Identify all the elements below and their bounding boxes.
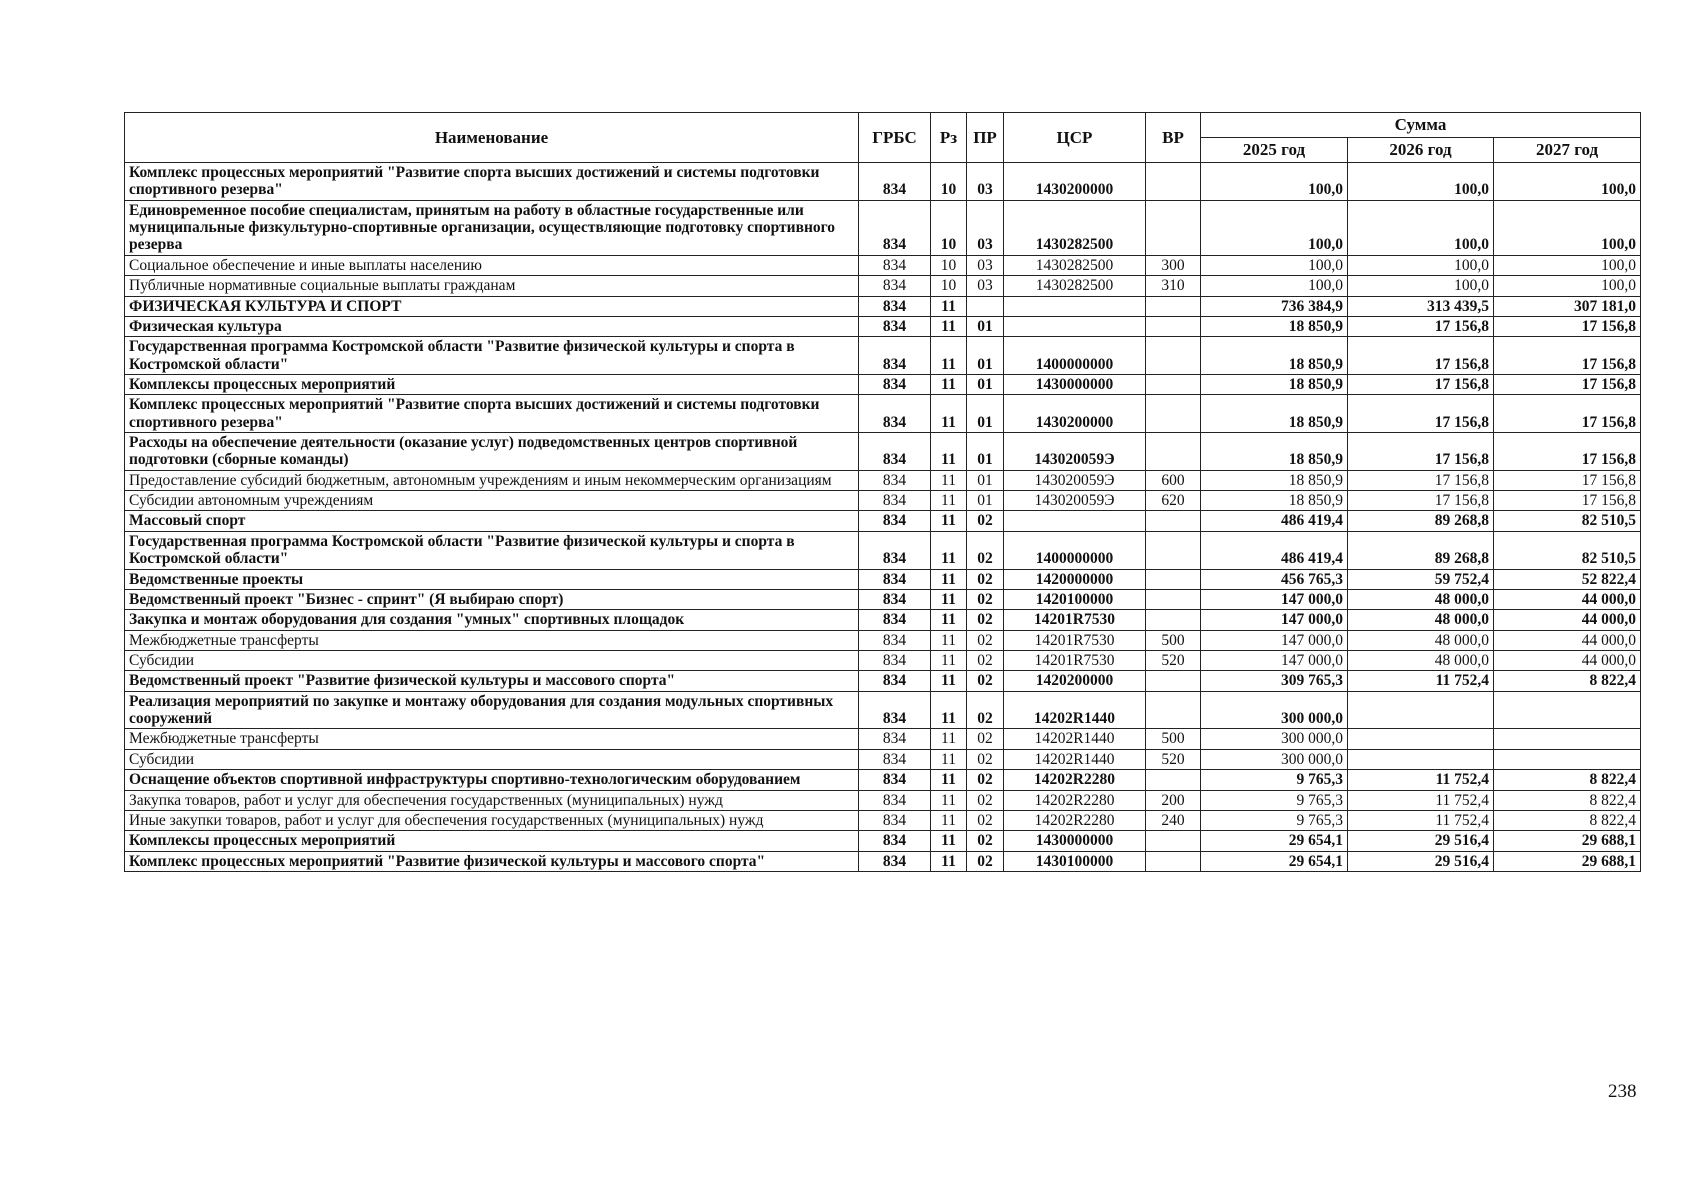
row-amount-2027: 307 181,0: [1494, 296, 1641, 316]
header-year-2027: 2027 год: [1494, 138, 1641, 163]
row-amount-2026: 11 752,4: [1348, 671, 1494, 691]
row-vr: [1146, 337, 1201, 375]
row-name: Единовременное пособие специалистам, принятым на работу в областные государственные или муниципальные физкультурно-спортивные организации, осуществляющие подготовку спортивного резерва: [125, 200, 859, 255]
row-grbs: 834: [859, 630, 931, 650]
row-amount-2026: 17 156,8: [1348, 316, 1494, 336]
row-amount-2027: 82 510,5: [1494, 511, 1641, 531]
row-rz: 10: [931, 200, 967, 255]
row-grbs: 834: [859, 569, 931, 589]
table-row: [125, 831, 1641, 851]
row-name: Ведомственный проект "Развитие физической культуры и массового спорта": [125, 671, 859, 691]
row-amount-2026: 48 000,0: [1348, 650, 1494, 670]
row-vr: 620: [1146, 491, 1201, 511]
row-amount-2027: 29 688,1: [1494, 851, 1641, 871]
row-amount-2026: 100,0: [1348, 163, 1494, 201]
row-csr: 143020059Э: [1004, 433, 1146, 471]
row-csr: 14202R2280: [1004, 810, 1146, 830]
row-amount-2025: 9 765,3: [1201, 790, 1348, 810]
row-grbs: 834: [859, 276, 931, 296]
row-pr: 02: [967, 790, 1004, 810]
row-name: Субсидии: [125, 650, 859, 670]
row-amount-2027: 44 000,0: [1494, 630, 1641, 650]
row-name: Социальное обеспечение и иные выплаты населению: [125, 255, 859, 275]
table-row: [125, 650, 1641, 670]
row-vr: 200: [1146, 790, 1201, 810]
row-vr: [1146, 163, 1201, 201]
row-amount-2025: 736 384,9: [1201, 296, 1348, 316]
row-amount-2027: 100,0: [1494, 200, 1641, 255]
row-csr: [1004, 296, 1146, 316]
table-row: [125, 296, 1641, 316]
row-pr: 02: [967, 810, 1004, 830]
table-row: [125, 610, 1641, 630]
row-pr: 02: [967, 671, 1004, 691]
row-pr: 03: [967, 255, 1004, 275]
row-vr: [1146, 691, 1201, 729]
row-pr: 02: [967, 569, 1004, 589]
table-row: [125, 569, 1641, 589]
row-grbs: 834: [859, 770, 931, 790]
row-pr: 02: [967, 691, 1004, 729]
row-pr: 02: [967, 770, 1004, 790]
row-pr: 03: [967, 200, 1004, 255]
row-amount-2026: 11 752,4: [1348, 810, 1494, 830]
row-csr: 1430100000: [1004, 851, 1146, 871]
row-amount-2026: [1348, 749, 1494, 769]
row-amount-2026: 11 752,4: [1348, 790, 1494, 810]
row-amount-2026: 17 156,8: [1348, 337, 1494, 375]
row-amount-2025: 486 419,4: [1201, 531, 1348, 569]
row-amount-2027: 17 156,8: [1494, 374, 1641, 394]
row-grbs: 834: [859, 433, 931, 471]
row-amount-2025: 147 000,0: [1201, 610, 1348, 630]
row-name: Расходы на обеспечение деятельности (оказание услуг) подведомственных центров спортивной подготовки (сборные команды): [125, 433, 859, 471]
header-name: Наименование: [125, 113, 859, 163]
row-amount-2027: 44 000,0: [1494, 589, 1641, 609]
row-rz: 10: [931, 163, 967, 201]
row-pr: 01: [967, 337, 1004, 375]
row-grbs: 834: [859, 810, 931, 830]
row-amount-2025: 18 850,9: [1201, 316, 1348, 336]
row-vr: [1146, 770, 1201, 790]
row-pr: 02: [967, 851, 1004, 871]
row-amount-2026: 313 439,5: [1348, 296, 1494, 316]
row-pr: 02: [967, 729, 1004, 749]
row-grbs: 834: [859, 296, 931, 316]
row-amount-2026: 17 156,8: [1348, 470, 1494, 490]
header-grbs: ГРБС: [859, 113, 931, 163]
row-csr: [1004, 511, 1146, 531]
row-grbs: 834: [859, 511, 931, 531]
row-name: Ведомственный проект "Бизнес - спринт" (Я выбираю спорт): [125, 589, 859, 609]
row-name: Субсидии автономным учреждениям: [125, 491, 859, 511]
row-amount-2025: 18 850,9: [1201, 433, 1348, 471]
table-row: [125, 337, 1641, 375]
row-amount-2027: 8 822,4: [1494, 810, 1641, 830]
row-vr: [1146, 851, 1201, 871]
row-grbs: 834: [859, 316, 931, 336]
row-name: Межбюджетные трансферты: [125, 630, 859, 650]
row-amount-2026: 17 156,8: [1348, 433, 1494, 471]
row-rz: 11: [931, 569, 967, 589]
row-csr: 14202R1440: [1004, 729, 1146, 749]
row-name: Предоставление субсидий бюджетным, автономным учреждениям и иным некоммерческим организациям: [125, 470, 859, 490]
row-vr: 520: [1146, 749, 1201, 769]
row-vr: [1146, 589, 1201, 609]
row-amount-2026: 17 156,8: [1348, 374, 1494, 394]
row-pr: 02: [967, 650, 1004, 670]
row-pr: 02: [967, 610, 1004, 630]
table-row: [125, 630, 1641, 650]
row-grbs: 834: [859, 831, 931, 851]
table-row: [125, 511, 1641, 531]
row-grbs: 834: [859, 589, 931, 609]
row-grbs: 834: [859, 650, 931, 670]
table-row: [125, 433, 1641, 471]
row-amount-2025: 29 654,1: [1201, 851, 1348, 871]
header-year-2025: 2025 год: [1201, 138, 1348, 163]
row-pr: 02: [967, 531, 1004, 569]
row-csr: 14201R7530: [1004, 630, 1146, 650]
row-amount-2025: 100,0: [1201, 200, 1348, 255]
row-name: Реализация мероприятий по закупке и монтажу оборудования для создания модульных спортивных сооружений: [125, 691, 859, 729]
row-vr: [1146, 569, 1201, 589]
row-amount-2027: 44 000,0: [1494, 610, 1641, 630]
row-csr: 1430000000: [1004, 374, 1146, 394]
row-grbs: 834: [859, 790, 931, 810]
table-row: [125, 790, 1641, 810]
row-name: Физическая культура: [125, 316, 859, 336]
row-amount-2027: 17 156,8: [1494, 395, 1641, 433]
row-amount-2027: 8 822,4: [1494, 770, 1641, 790]
row-pr: 02: [967, 589, 1004, 609]
row-amount-2027: 100,0: [1494, 163, 1641, 201]
row-grbs: 834: [859, 531, 931, 569]
page-number: 238: [1608, 1081, 1637, 1102]
row-pr: [967, 296, 1004, 316]
row-amount-2025: 18 850,9: [1201, 470, 1348, 490]
header-year-2026: 2026 год: [1348, 138, 1494, 163]
row-name: Публичные нормативные социальные выплаты гражданам: [125, 276, 859, 296]
row-amount-2025: 100,0: [1201, 255, 1348, 275]
row-rz: 11: [931, 589, 967, 609]
row-csr: 1420000000: [1004, 569, 1146, 589]
row-vr: [1146, 831, 1201, 851]
row-grbs: 834: [859, 395, 931, 433]
row-amount-2027: [1494, 729, 1641, 749]
row-amount-2025: 486 419,4: [1201, 511, 1348, 531]
row-amount-2026: 89 268,8: [1348, 511, 1494, 531]
row-csr: 1430000000: [1004, 831, 1146, 851]
row-amount-2027: 29 688,1: [1494, 831, 1641, 851]
row-name: ФИЗИЧЕСКАЯ КУЛЬТУРА И СПОРТ: [125, 296, 859, 316]
header-pr: ПР: [967, 113, 1004, 163]
row-pr: 02: [967, 630, 1004, 650]
row-rz: 11: [931, 374, 967, 394]
row-pr: 03: [967, 276, 1004, 296]
table-row: [125, 531, 1641, 569]
table-row: [125, 255, 1641, 275]
row-csr: 1430282500: [1004, 255, 1146, 275]
row-amount-2025: 300 000,0: [1201, 749, 1348, 769]
row-rz: 11: [931, 630, 967, 650]
row-vr: 300: [1146, 255, 1201, 275]
row-vr: [1146, 531, 1201, 569]
row-name: Субсидии: [125, 749, 859, 769]
row-csr: 1400000000: [1004, 531, 1146, 569]
row-vr: [1146, 374, 1201, 394]
row-amount-2025: 309 765,3: [1201, 671, 1348, 691]
row-vr: 520: [1146, 650, 1201, 670]
row-grbs: 834: [859, 851, 931, 871]
row-pr: 01: [967, 374, 1004, 394]
row-amount-2026: 48 000,0: [1348, 630, 1494, 650]
row-name: Межбюджетные трансферты: [125, 729, 859, 749]
row-vr: [1146, 296, 1201, 316]
row-rz: 11: [931, 691, 967, 729]
table-row: [125, 589, 1641, 609]
row-vr: 310: [1146, 276, 1201, 296]
row-name: Закупка товаров, работ и услуг для обеспечения государственных (муниципальных) нужд: [125, 790, 859, 810]
table-row: [125, 316, 1641, 336]
row-amount-2026: 48 000,0: [1348, 610, 1494, 630]
row-rz: 11: [931, 316, 967, 336]
row-amount-2026: 48 000,0: [1348, 589, 1494, 609]
row-name: Оснащение объектов спортивной инфраструктуры спортивно-технологическим оборудованием: [125, 770, 859, 790]
row-vr: 240: [1146, 810, 1201, 830]
row-grbs: 834: [859, 337, 931, 375]
row-rz: 11: [931, 511, 967, 531]
row-amount-2025: 9 765,3: [1201, 770, 1348, 790]
table-row: [125, 491, 1641, 511]
row-vr: [1146, 610, 1201, 630]
row-pr: 02: [967, 511, 1004, 531]
row-amount-2025: 147 000,0: [1201, 630, 1348, 650]
row-amount-2025: 147 000,0: [1201, 650, 1348, 670]
row-amount-2027: [1494, 691, 1641, 729]
row-rz: 11: [931, 470, 967, 490]
header-row-top: [125, 113, 1641, 138]
row-amount-2025: 147 000,0: [1201, 589, 1348, 609]
row-amount-2025: 9 765,3: [1201, 810, 1348, 830]
row-name: Комплекс процессных мероприятий "Развитие спорта высших достижений и системы подготовки спортивного резерва": [125, 395, 859, 433]
row-csr: 1430200000: [1004, 163, 1146, 201]
row-csr: [1004, 316, 1146, 336]
row-amount-2027: 8 822,4: [1494, 671, 1641, 691]
table-row: [125, 374, 1641, 394]
row-amount-2025: 18 850,9: [1201, 491, 1348, 511]
table-row: [125, 276, 1641, 296]
row-name: Комплекс процессных мероприятий "Развитие физической культуры и массового спорта": [125, 851, 859, 871]
row-vr: 500: [1146, 630, 1201, 650]
row-rz: 11: [931, 433, 967, 471]
row-csr: 14202R2280: [1004, 790, 1146, 810]
row-rz: 11: [931, 729, 967, 749]
row-csr: 14202R2280: [1004, 770, 1146, 790]
row-pr: 01: [967, 395, 1004, 433]
row-vr: [1146, 200, 1201, 255]
row-rz: 11: [931, 296, 967, 316]
budget-table-body: [125, 163, 1641, 872]
row-grbs: 834: [859, 374, 931, 394]
row-name: Закупка и монтаж оборудования для создания "умных" спортивных площадок: [125, 610, 859, 630]
row-name: Комплексы процессных мероприятий: [125, 831, 859, 851]
row-rz: 10: [931, 255, 967, 275]
table-row: [125, 851, 1641, 871]
row-grbs: 834: [859, 255, 931, 275]
row-pr: 01: [967, 316, 1004, 336]
row-pr: 03: [967, 163, 1004, 201]
row-amount-2026: 59 752,4: [1348, 569, 1494, 589]
row-amount-2026: 17 156,8: [1348, 395, 1494, 433]
row-name: Комплекс процессных мероприятий "Развитие спорта высших достижений и системы подготовки спортивного резерва": [125, 163, 859, 201]
row-name: Иные закупки товаров, работ и услуг для обеспечения государственных (муниципальных) нужд: [125, 810, 859, 830]
row-amount-2026: 29 516,4: [1348, 831, 1494, 851]
row-amount-2026: 17 156,8: [1348, 491, 1494, 511]
row-amount-2026: 100,0: [1348, 276, 1494, 296]
row-amount-2025: 18 850,9: [1201, 337, 1348, 375]
row-amount-2026: [1348, 691, 1494, 729]
row-amount-2025: 456 765,3: [1201, 569, 1348, 589]
row-rz: 11: [931, 671, 967, 691]
row-amount-2026: 29 516,4: [1348, 851, 1494, 871]
header-rz: Рз: [931, 113, 967, 163]
row-vr: [1146, 395, 1201, 433]
row-rz: 11: [931, 395, 967, 433]
row-rz: 10: [931, 276, 967, 296]
row-rz: 11: [931, 491, 967, 511]
budget-sheet: [124, 112, 1641, 872]
row-grbs: 834: [859, 200, 931, 255]
row-grbs: 834: [859, 671, 931, 691]
row-csr: 1400000000: [1004, 337, 1146, 375]
budget-table: [124, 112, 1641, 872]
row-rz: 11: [931, 531, 967, 569]
row-grbs: 834: [859, 691, 931, 729]
row-amount-2025: 100,0: [1201, 276, 1348, 296]
row-csr: 1420200000: [1004, 671, 1146, 691]
table-row: [125, 671, 1641, 691]
row-csr: 1430282500: [1004, 276, 1146, 296]
row-grbs: 834: [859, 491, 931, 511]
row-amount-2027: 44 000,0: [1494, 650, 1641, 670]
table-row: [125, 395, 1641, 433]
row-grbs: 834: [859, 610, 931, 630]
table-row: [125, 770, 1641, 790]
row-amount-2025: 300 000,0: [1201, 729, 1348, 749]
row-amount-2026: [1348, 729, 1494, 749]
row-grbs: 834: [859, 729, 931, 749]
row-amount-2026: 11 752,4: [1348, 770, 1494, 790]
row-vr: [1146, 433, 1201, 471]
row-pr: 02: [967, 831, 1004, 851]
row-csr: 14201R7530: [1004, 610, 1146, 630]
row-amount-2026: 100,0: [1348, 200, 1494, 255]
table-row: [125, 470, 1641, 490]
row-amount-2027: 17 156,8: [1494, 470, 1641, 490]
row-rz: 11: [931, 831, 967, 851]
row-amount-2027: 17 156,8: [1494, 433, 1641, 471]
row-amount-2026: 89 268,8: [1348, 531, 1494, 569]
row-csr: 14201R7530: [1004, 650, 1146, 670]
row-pr: 01: [967, 491, 1004, 511]
row-amount-2027: 82 510,5: [1494, 531, 1641, 569]
row-name: Государственная программа Костромской области "Развитие физической культуры и спорта в Костромской области": [125, 337, 859, 375]
row-rz: 11: [931, 610, 967, 630]
row-csr: 1430200000: [1004, 395, 1146, 433]
row-csr: 143020059Э: [1004, 491, 1146, 511]
row-vr: [1146, 671, 1201, 691]
row-amount-2025: 300 000,0: [1201, 691, 1348, 729]
row-rz: 11: [931, 337, 967, 375]
row-amount-2027: 100,0: [1494, 276, 1641, 296]
row-vr: 500: [1146, 729, 1201, 749]
row-amount-2026: 100,0: [1348, 255, 1494, 275]
row-rz: 11: [931, 810, 967, 830]
header-csr: ЦСР: [1004, 113, 1146, 163]
table-row: [125, 200, 1641, 255]
row-amount-2025: 18 850,9: [1201, 395, 1348, 433]
row-csr: 1420100000: [1004, 589, 1146, 609]
table-row: [125, 810, 1641, 830]
row-name: Массовый спорт: [125, 511, 859, 531]
row-name: Государственная программа Костромской области "Развитие физической культуры и спорта в Костромской области": [125, 531, 859, 569]
row-name: Комплексы процессных мероприятий: [125, 374, 859, 394]
row-grbs: 834: [859, 163, 931, 201]
table-row: [125, 729, 1641, 749]
header-vr: ВР: [1146, 113, 1201, 163]
row-amount-2025: 100,0: [1201, 163, 1348, 201]
row-csr: 1430282500: [1004, 200, 1146, 255]
row-vr: [1146, 316, 1201, 336]
row-name: Ведомственные проекты: [125, 569, 859, 589]
row-pr: 01: [967, 433, 1004, 471]
row-vr: [1146, 511, 1201, 531]
row-amount-2027: 17 156,8: [1494, 337, 1641, 375]
row-amount-2027: 52 822,4: [1494, 569, 1641, 589]
row-rz: 11: [931, 851, 967, 871]
row-amount-2027: 17 156,8: [1494, 491, 1641, 511]
row-vr: 600: [1146, 470, 1201, 490]
row-rz: 11: [931, 650, 967, 670]
table-row: [125, 691, 1641, 729]
header-sum: Сумма: [1201, 113, 1641, 138]
row-csr: 143020059Э: [1004, 470, 1146, 490]
row-amount-2027: 17 156,8: [1494, 316, 1641, 336]
row-grbs: 834: [859, 749, 931, 769]
row-amount-2025: 18 850,9: [1201, 374, 1348, 394]
row-amount-2025: 29 654,1: [1201, 831, 1348, 851]
row-csr: 14202R1440: [1004, 749, 1146, 769]
table-row: [125, 163, 1641, 201]
row-grbs: 834: [859, 470, 931, 490]
row-pr: 02: [967, 749, 1004, 769]
row-pr: 01: [967, 470, 1004, 490]
row-csr: 14202R1440: [1004, 691, 1146, 729]
table-row: [125, 749, 1641, 769]
row-amount-2027: 100,0: [1494, 255, 1641, 275]
row-rz: 11: [931, 770, 967, 790]
row-rz: 11: [931, 749, 967, 769]
row-amount-2027: [1494, 749, 1641, 769]
row-amount-2027: 8 822,4: [1494, 790, 1641, 810]
row-rz: 11: [931, 790, 967, 810]
